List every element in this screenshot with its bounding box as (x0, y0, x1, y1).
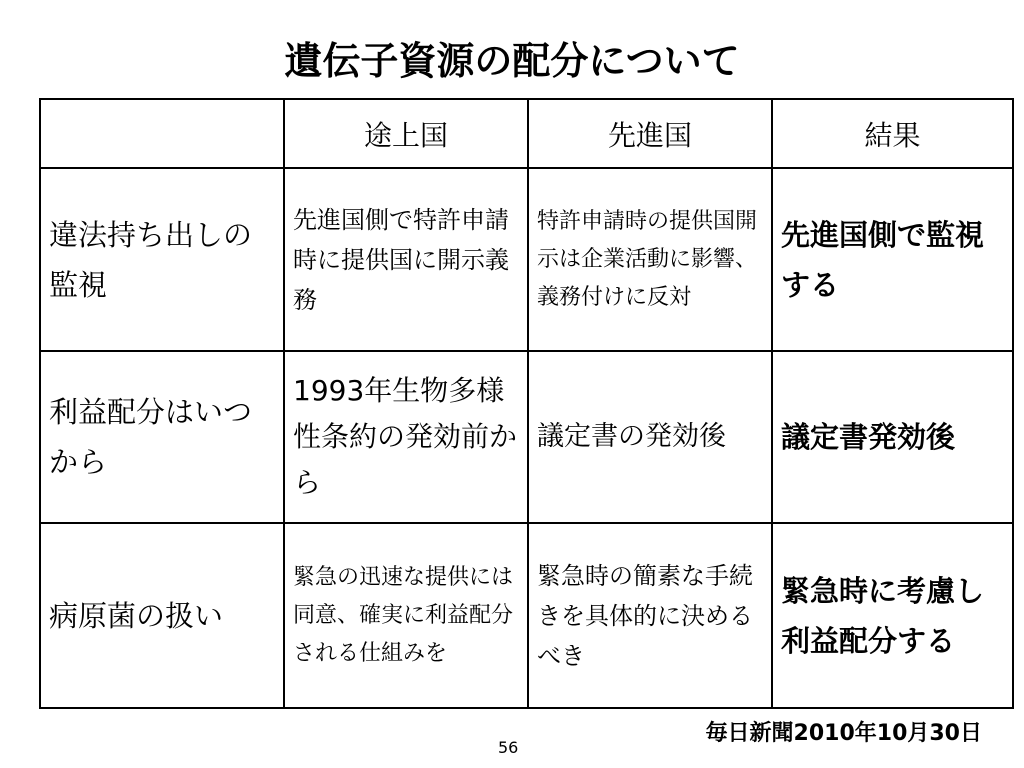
row-label: 病原菌の扱い (40, 523, 284, 708)
row-label: 違法持ち出しの監視 (40, 168, 284, 351)
result-cell: 先進国側で監視する (772, 168, 1013, 351)
table-row (40, 168, 1013, 351)
page-title: 遺伝子資源の配分について (284, 39, 740, 83)
header-developed: 先進国 (528, 99, 772, 168)
source-citation: 毎日新聞2010年10月30日 (705, 721, 982, 746)
header-row (40, 99, 1013, 168)
table-row (40, 351, 1013, 523)
page-number: 56 (498, 738, 519, 757)
developed-cell: 緊急時の簡素な手続きを具体的に決めるべき (528, 523, 772, 708)
header-result: 結果 (772, 99, 1013, 168)
developing-cell: 先進国側で特許申請時に提供国に開示義務 (284, 168, 528, 351)
result-cell: 緊急時に考慮し利益配分する (772, 523, 1013, 708)
comparison-table (39, 98, 1014, 709)
developing-cell: 緊急の迅速な提供には同意、確実に利益配分される仕組みを (284, 523, 528, 708)
result-cell: 議定書発効後 (772, 351, 1013, 523)
developing-cell: 1993年生物多様性条約の発効前から (284, 351, 528, 523)
developed-cell: 議定書の発効後 (528, 351, 772, 523)
header-cell-empty (40, 99, 284, 168)
table-row (40, 523, 1013, 708)
header-developing: 途上国 (284, 99, 528, 168)
row-label: 利益配分はいつから (40, 351, 284, 523)
developed-cell: 特許申請時の提供国開示は企業活動に影響、義務付けに反対 (528, 168, 772, 351)
